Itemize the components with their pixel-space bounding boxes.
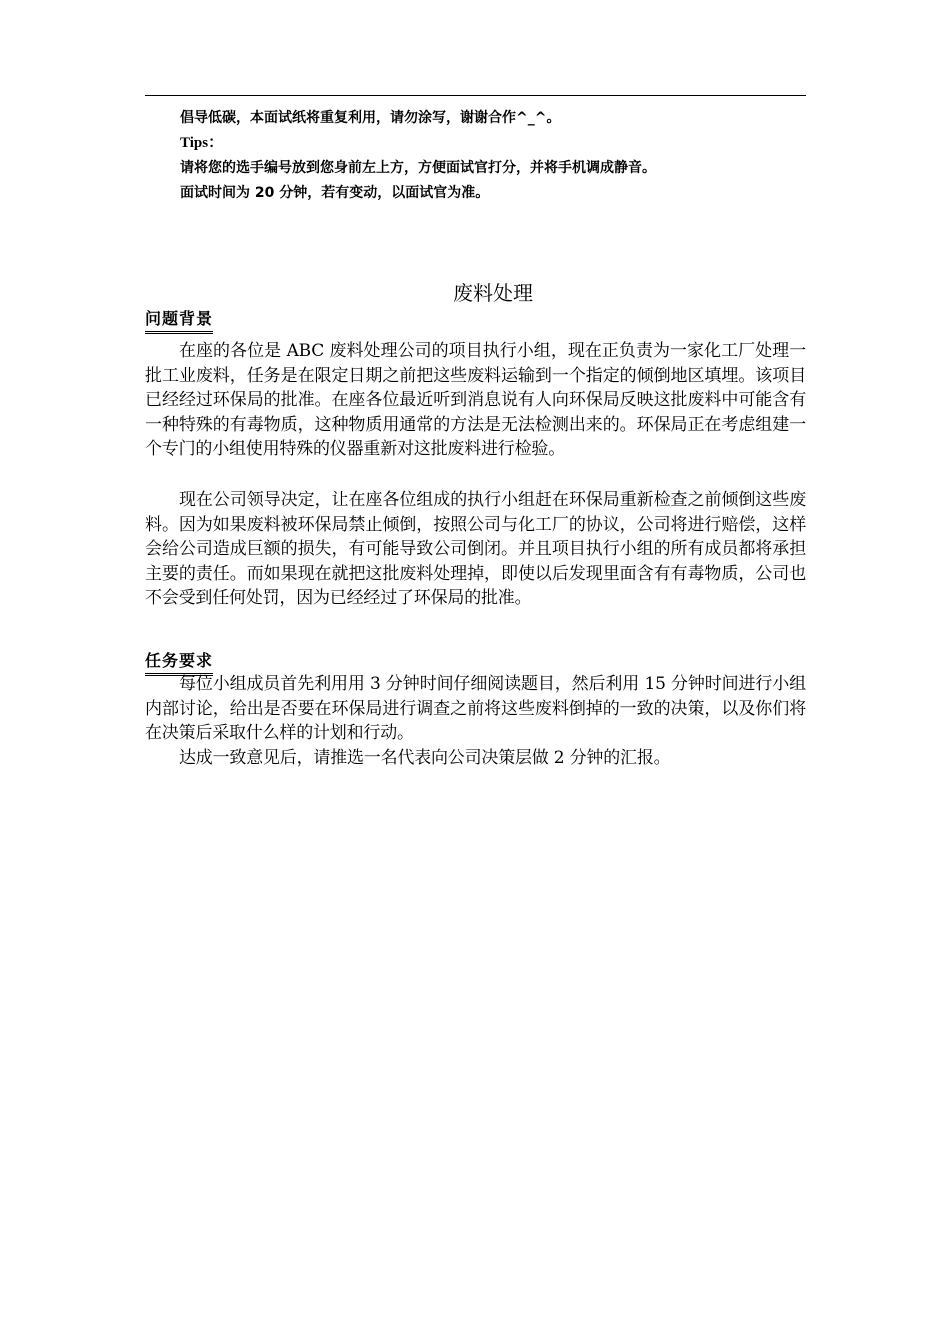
notice-candidate-number: 请将您的选手编号放到您身前左上方，方便面试官打分，并将手机调成静音。 [180, 160, 656, 176]
section-heading-task: 任务要求 [145, 651, 213, 676]
document-title: 废料处理 [453, 281, 533, 305]
tips-label: Tips： [180, 135, 224, 151]
header-divider [145, 95, 806, 96]
background-paragraph: 在座的各位是 ABC 废料处理公司的项目执行小组，现在正负责为一家化工厂处理一批工业废料，任务是在限定日期之前把这些废料运输到一个指定的倾倒地区填埋。该项目已经经过环保局的批准。在座各位最近听到消息说有人向环保局反映这批废料中可能含有一种特殊的有毒物质，这种物质用通常的方法是无法检测出来的。环保局正在考虑组建一个专门的小组使用特殊的仪器重新对这批废料进行检验。 [145, 341, 806, 459]
background-paragraph: 现在公司领导决定，让在座各位组成的执行小组赶在环保局重新检查之前倾倒这些废料。因为如果废料被环保局禁止倾倒，按照公司与化工厂的协议，公司将进行赔偿，这样会给公司造成巨额的损失，有可能导致公司倒闭。并且项目执行小组的所有成员都将承担主要的责任。而如果现在就把这批废料处理掉，即使以后发现里面含有有毒物质，公司也不会受到任何处罚，因为已经经过了环保局的批准。 [145, 490, 806, 608]
notice-low-carbon: 倡导低碳，本面试纸将重复利用，请勿涂写，谢谢合作^_^。 [180, 110, 561, 126]
section-heading-background: 问题背景 [145, 309, 213, 334]
notice-interview-time: 面试时间为 20 分钟，若有变动，以面试官为准。 [180, 185, 490, 201]
task-paragraph: 达成一致意见后，请推选一名代表向公司决策层做 2 分钟的汇报。 [179, 748, 671, 768]
task-paragraph: 每位小组成员首先利用用 3 分钟时间仔细阅读题目，然后利用 15 分钟时间进行小组内部讨论，给出是否要在环保局进行调查之前将这些废料倒掉的一致的决策，以及你们将在决策后采取什么样的计划和行动。 [145, 674, 806, 743]
